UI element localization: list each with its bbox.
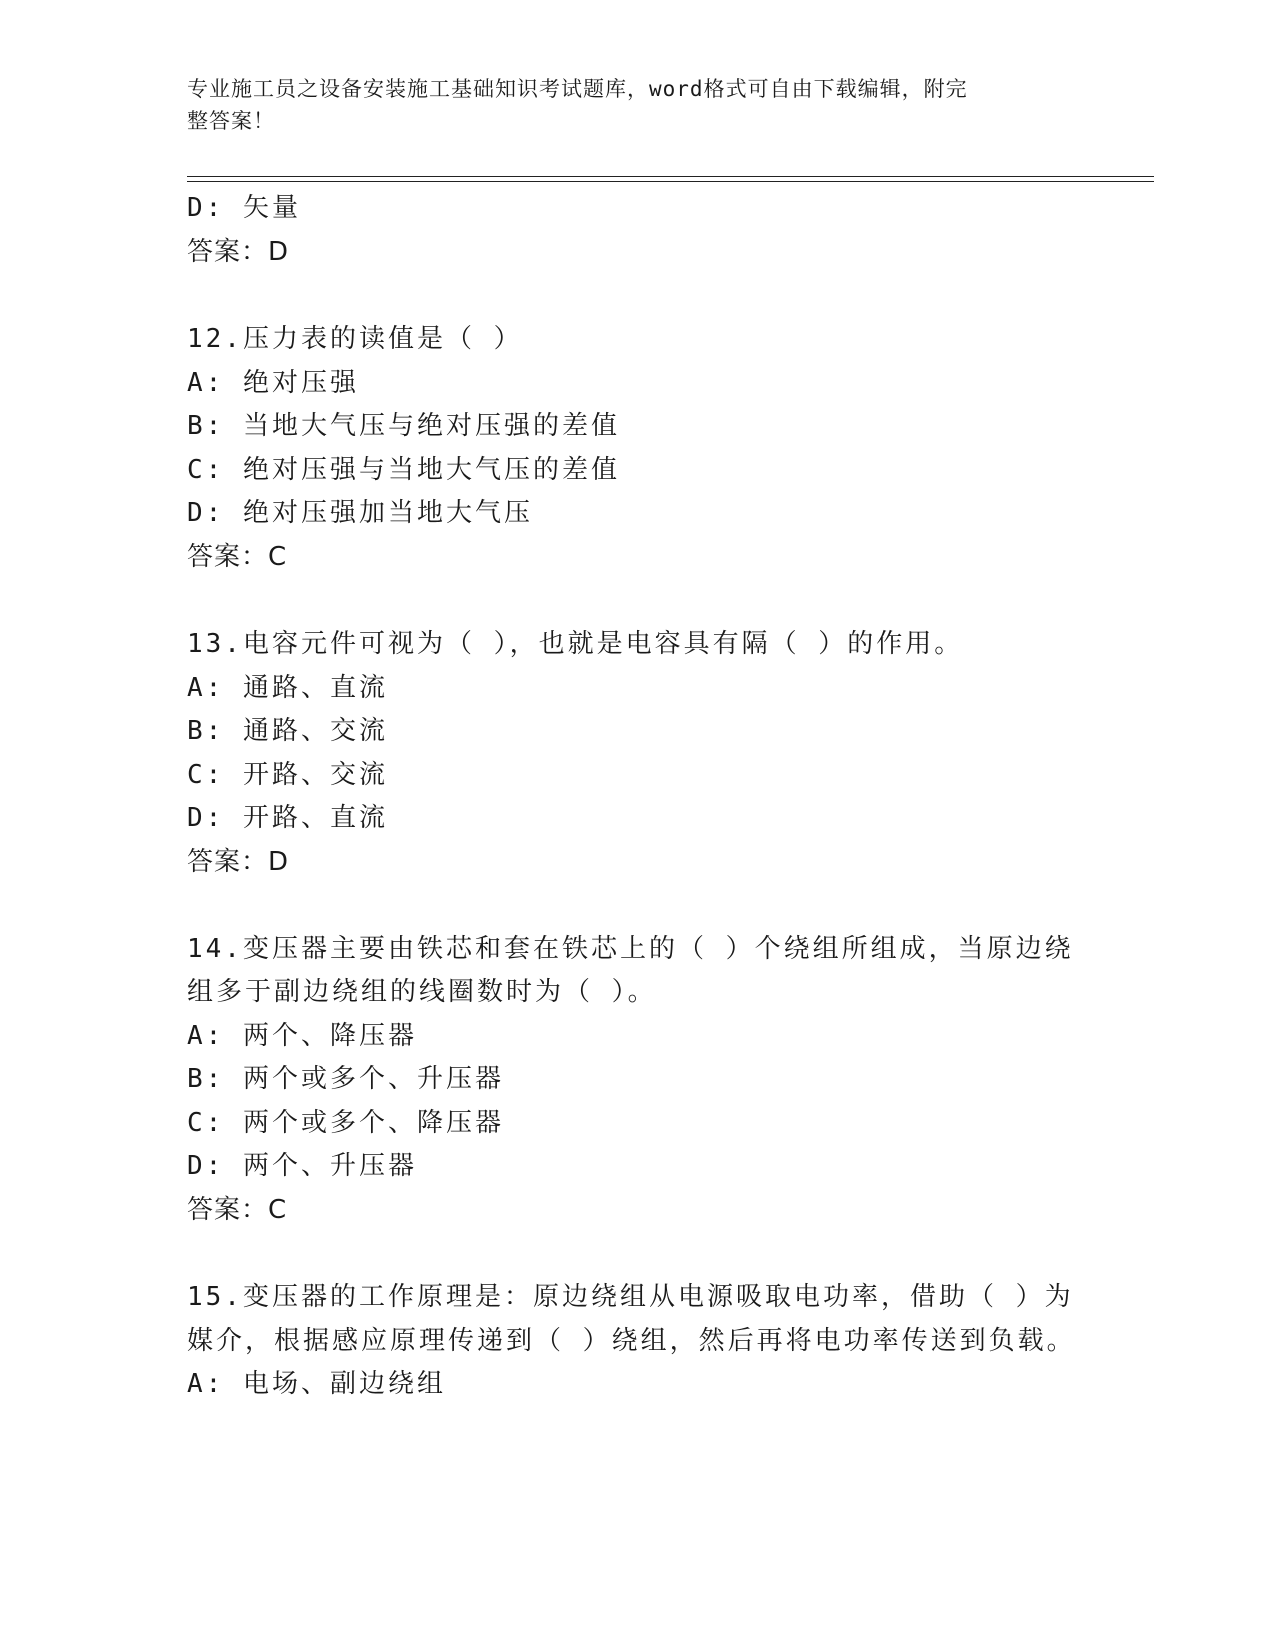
header-divider-bottom [187,181,1154,182]
q14-answer: 答案：C [187,1195,288,1225]
q12-option-c: C: 绝对压强与当地大气压的差值 [187,455,620,485]
q15-stem-line-2: 媒介，根据感应原理传递到（ ）绕组，然后再将电功率传送到负载。 [187,1326,1076,1356]
q12-answer: 答案：C [187,542,288,572]
q14-option-c: C: 两个或多个、降压器 [187,1108,504,1138]
document-header [187,73,1067,137]
header-line-2: 整答案！ [187,109,275,133]
header-divider-top [187,176,1154,177]
prev-answer: 答案：D [187,237,290,267]
q14-option-a: A: 两个、降压器 [187,1021,417,1051]
q13-option-b: B: 通路、交流 [187,716,388,746]
q12-option-d: D: 绝对压强加当地大气压 [187,498,533,528]
q13-option-d: D: 开路、直流 [187,803,388,833]
q14-stem-line-1: 14.变压器主要由铁芯和套在铁芯上的（ ）个绕组所组成，当原边绕 [187,934,1074,964]
q13-option-a: A: 通路、直流 [187,673,388,703]
q14-option-d: D: 两个、升压器 [187,1151,417,1181]
q15-option-a: A: 电场、副边绕组 [187,1369,446,1399]
q12-option-b: B: 当地大气压与绝对压强的差值 [187,411,620,441]
q12-option-a: A: 绝对压强 [187,368,359,398]
q14-stem-line-2: 组多于副边绕组的线圈数时为（ ）。 [187,977,657,1007]
q12-stem: 12.压力表的读值是（ ） [187,324,523,354]
q13-stem: 13.电容元件可视为（ ），也就是电容具有隔（ ）的作用。 [187,629,964,659]
q15-stem-line-1: 15.变压器的工作原理是：原边绕组从电源吸取电功率，借助（ ）为 [187,1282,1074,1312]
q13-answer: 答案：D [187,847,290,877]
prev-option-d: D: 矢量 [187,193,301,223]
q14-option-b: B: 两个或多个、升压器 [187,1064,504,1094]
q13-option-c: C: 开路、交流 [187,760,388,790]
header-line-1: 专业施工员之设备安装施工基础知识考试题库，word格式可自由下载编辑，附完 [187,77,968,101]
